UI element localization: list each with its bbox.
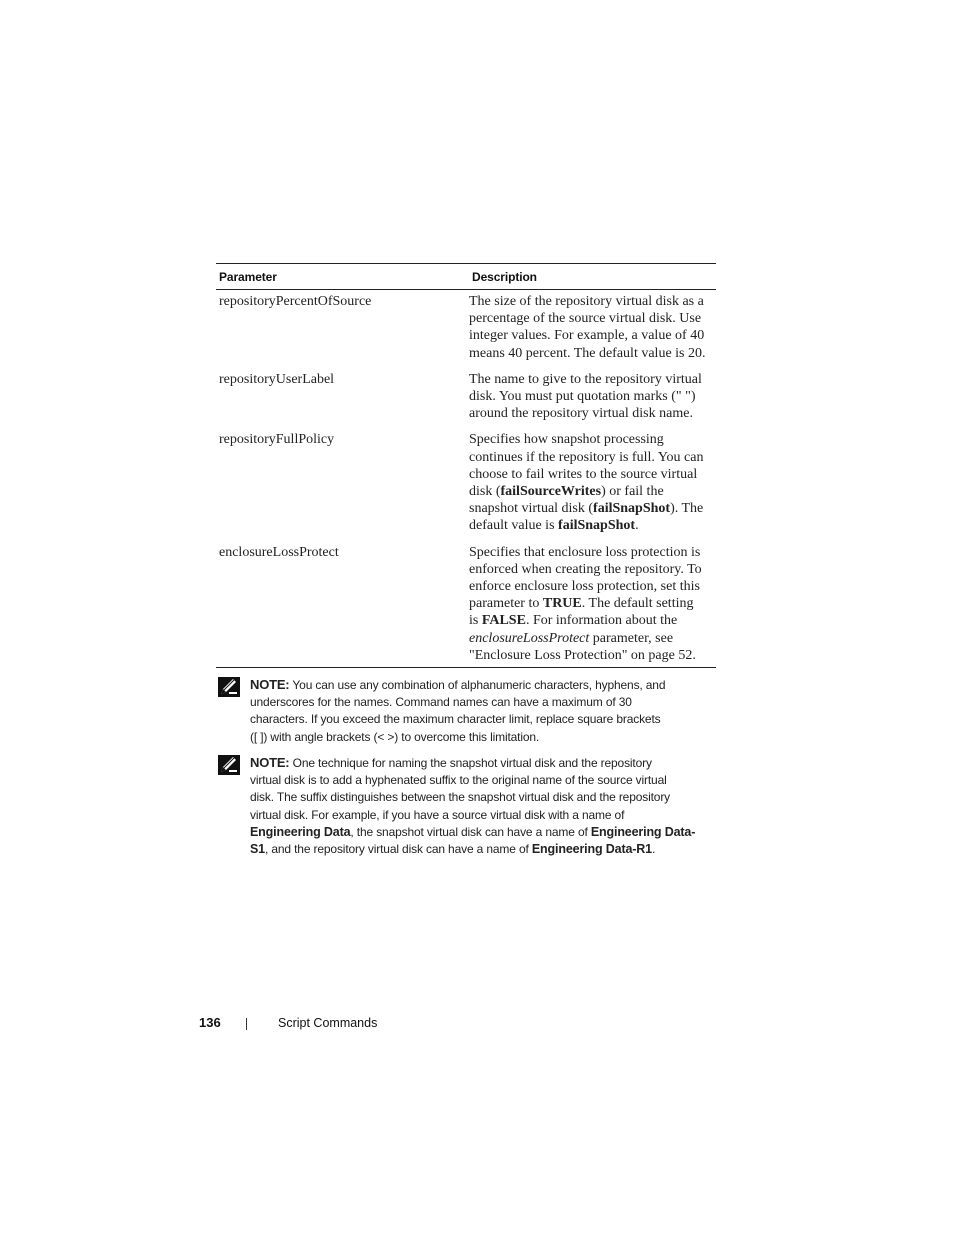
note-naming-technique	[218, 754, 718, 858]
table-row	[216, 293, 716, 362]
param-name: repositoryFullPolicy	[219, 432, 335, 448]
option-value: failSourceWrites	[500, 484, 602, 500]
note-line: virtual disk is to add a hyphenated suffix to the original name of the source virtual	[250, 773, 667, 788]
pencil-note-icon	[218, 676, 250, 746]
desc-line: percentage of the source virtual disk. Use	[469, 311, 702, 327]
note-line	[250, 754, 710, 772]
desc-line	[469, 517, 713, 534]
note-naming-characters	[218, 676, 718, 746]
note-text	[250, 676, 710, 746]
header-description: Description	[472, 269, 537, 284]
table-header	[216, 264, 716, 290]
note-line	[250, 824, 710, 841]
section-title: Script Commands	[278, 1016, 378, 1030]
desc-line: The name to give to the repository virtual	[469, 371, 702, 387]
desc-text: snapshot virtual disk (	[469, 501, 594, 517]
desc-text: default value is	[469, 518, 559, 534]
desc-line	[469, 612, 713, 629]
example-name: S1	[250, 842, 265, 857]
note-content: , the snapshot virtual disk can have a name of	[350, 824, 591, 839]
desc-line: continues if the repository is full. You can	[469, 449, 704, 465]
desc-line: Specifies that enclosure loss protection is	[469, 544, 701, 560]
note-line: characters. If you exceed the maximum character limit, replace square brackets	[250, 712, 661, 727]
note-content: .	[651, 842, 656, 857]
option-value: FALSE	[481, 613, 526, 629]
footer-divider	[246, 1018, 247, 1030]
param-description	[466, 293, 713, 362]
desc-line: integer values. For example, a value of 40	[469, 328, 705, 344]
param-name: enclosureLossProtect	[219, 544, 339, 560]
desc-text: parameter to	[469, 596, 543, 612]
note-content: , and the repository virtual disk can have a name of	[265, 842, 532, 857]
param-name: repositoryPercentOfSource	[219, 294, 372, 309]
note-line	[250, 676, 710, 694]
option-value: TRUE	[542, 596, 582, 612]
example-name: Engineering Data-	[590, 824, 696, 839]
desc-text: . For information about the	[525, 613, 678, 629]
table-row	[216, 544, 716, 664]
desc-line: enforce enclosure loss protection, set this	[469, 579, 700, 595]
pencil-note-icon	[218, 754, 250, 858]
page-number: 136	[199, 1015, 221, 1030]
param-reference: enclosureLossProtect	[469, 630, 590, 646]
parameter-table	[216, 263, 716, 668]
desc-line	[469, 595, 713, 612]
cross-reference: "Enclosure Loss Protection" on page 52.	[469, 647, 696, 663]
note-line: ([ ]) with angle brackets (< >) to overcome this limitation.	[250, 729, 540, 744]
desc-line: Specifies how snapshot processing	[469, 432, 664, 448]
example-name: Engineering Data	[250, 824, 351, 839]
param-name: repositoryUserLabel	[219, 371, 335, 387]
desc-line	[469, 500, 713, 517]
table-row	[216, 431, 716, 534]
desc-line: around the repository virtual disk name.	[469, 406, 693, 422]
desc-text: parameter, see	[589, 630, 674, 646]
note-line	[250, 841, 710, 858]
desc-text: .	[635, 518, 639, 534]
note-line: disk. The suffix distinguishes between the snapshot virtual disk and the repository	[250, 790, 671, 805]
option-value: failSnapShot	[558, 518, 636, 534]
header-parameter: Parameter	[219, 269, 277, 284]
note-text	[250, 754, 710, 858]
param-description	[466, 431, 713, 534]
desc-line: choose to fail writes to the source virtual	[469, 466, 698, 482]
note-content: One technique for naming the snapshot virtual disk and the repository	[289, 756, 652, 770]
desc-text: ). The	[670, 501, 704, 517]
desc-line	[469, 630, 713, 647]
desc-line: enforced when creating the repository. To	[469, 561, 702, 577]
desc-text: . The default setting	[581, 596, 694, 612]
desc-text: is	[469, 613, 482, 629]
table-row	[216, 371, 716, 423]
option-value: failSnapShot	[593, 501, 671, 517]
note-line: underscores for the names. Command names can have a maximum of 30	[250, 695, 632, 710]
example-name: Engineering Data-R1	[531, 842, 652, 857]
param-description	[466, 544, 713, 664]
note-content: You can use any combination of alphanumeric characters, hyphens, and	[289, 678, 666, 692]
desc-text: ) or fail the	[601, 484, 664, 500]
note-label: NOTE:	[250, 755, 290, 770]
desc-line: The size of the repository virtual disk as a	[469, 294, 704, 309]
desc-line: means 40 percent. The default value is 20.	[469, 345, 706, 361]
note-line: virtual disk. For example, if you have a source virtual disk with a name of	[250, 807, 625, 822]
desc-line	[469, 483, 713, 500]
desc-text: disk (	[469, 484, 501, 500]
param-description	[466, 371, 713, 423]
note-label: NOTE:	[250, 677, 290, 692]
desc-line: disk. You must put quotation marks (" ")	[469, 389, 696, 405]
